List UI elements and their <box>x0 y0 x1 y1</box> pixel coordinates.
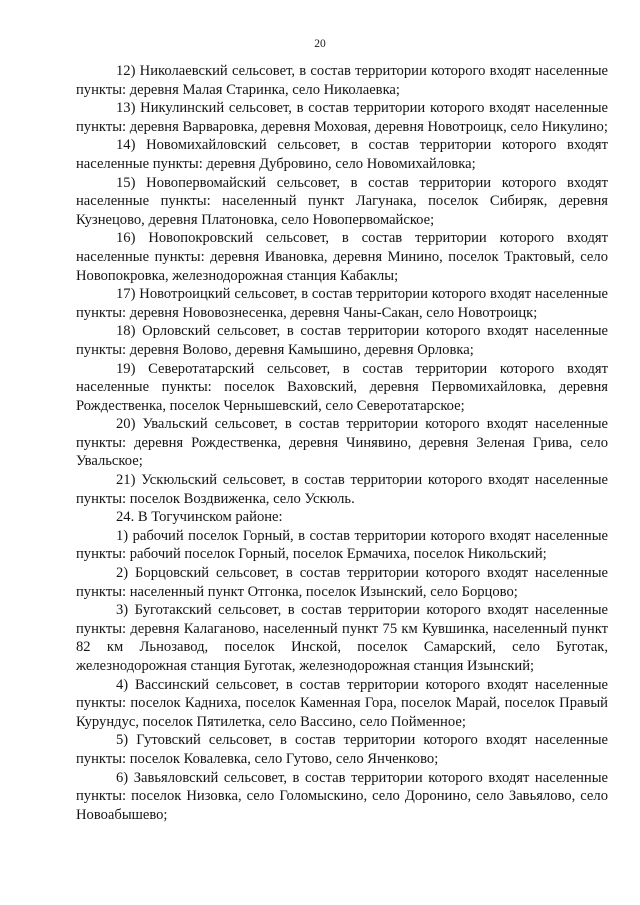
paragraph: 13) Никулинский сельсовет, в состав территории которого входят населенные пункты: деревня Варваровка, деревня Моховая, деревня Новотроицк, село Никулино; <box>76 100 608 135</box>
paragraph: 1) рабочий поселок Горный, в состав территории которого входят населенные пункты: рабочий поселок Горный, поселок Ермачиха, поселок Никольский; <box>76 527 608 563</box>
paragraph: 4) Вассинский сельсовет, в состав территории которого входят населенные пункты: поселок Кадниха, поселок Каменная Гора, поселок Марай, поселок Правый Курундус, поселок Пятилетка, село Вассино, село Пойменное; <box>76 676 608 730</box>
section-heading: 24. В Тогучинском районе: <box>116 509 283 526</box>
paragraph: 18) Орловский сельсовет, в состав территории которого входят населенные пункты: деревня Волово, деревня Камышино, деревня Орловка; <box>76 323 608 358</box>
page-number: 20 <box>314 38 326 50</box>
paragraph: 17) Новотроицкий сельсовет, в состав территории которого входят населенные пункты: деревня Нововознесенка, деревня Чаны-Сакан, село Новотроицк; <box>76 286 608 321</box>
paragraph: 12) Николаевский сельсовет, в состав территории которого входят населенные пункты: деревня Малая Старинка, село Николаевка; <box>76 63 608 98</box>
paragraph: 15) Новопервомайский сельсовет, в состав территории которого входят населенные пункты: населенный пункт Лагунака, поселок Сибиряк, деревня Кузнецово, деревня Платоновка, село Новопервомайское; <box>76 174 608 228</box>
paragraph: 6) Завьяловский сельсовет, в состав территории которого входят населенные пункты: поселок Низовка, село Голомыскино, село Доронино, село Завьялово, село Новоабышево; <box>76 769 608 823</box>
paragraph: 20) Увальский сельсовет, в состав территории которого входят населенные пункты: деревня Рождественка, деревня Чинявино, деревня Зеленая Грива, село Увальское; <box>76 416 608 470</box>
paragraph: 21) Ускюльский сельсовет, в состав территории которого входят населенные пункты: поселок Воздвиженка, село Ускюль. <box>76 472 608 507</box>
paragraph: 19) Северотатарский сельсовет, в состав территории которого входят населенные пункты: поселок Ваховский, деревня Первомихайловка, деревня Рождественка, поселок Чернышевский, село Северотатарское; <box>76 360 608 414</box>
document-body <box>76 62 608 824</box>
paragraph: 16) Новопокровский сельсовет, в состав территории которого входят населенные пункты: деревня Ивановка, деревня Минино, поселок Трактовый, село Новопокровка, железнодорожная станция Кабаклы; <box>76 230 608 284</box>
paragraph: 3) Буготакский сельсовет, в состав территории которого входят населенные пункты: деревня Калаганово, населенный пункт 75 км Кувшинка, населенный пункт 82 км Льнозавод, поселок Инской, поселок Самарский, село Буготак, железнодорожная станция Буготак, железнодорожная станция Изынский; <box>76 602 608 674</box>
paragraph: 14) Новомихайловский сельсовет, в состав территории которого входят населенные пункты: деревня Дубровино, село Новомихайловка; <box>76 137 608 172</box>
paragraph: 2) Борцовский сельсовет, в состав территории которого входят населенные пункты: населенный пункт Отгонка, поселок Изынский, село Борцово; <box>76 565 608 600</box>
paragraph: 5) Гутовский сельсовет, в состав территории которого входят населенные пункты: поселок Ковалевка, село Гутово, село Янченково; <box>76 732 608 767</box>
